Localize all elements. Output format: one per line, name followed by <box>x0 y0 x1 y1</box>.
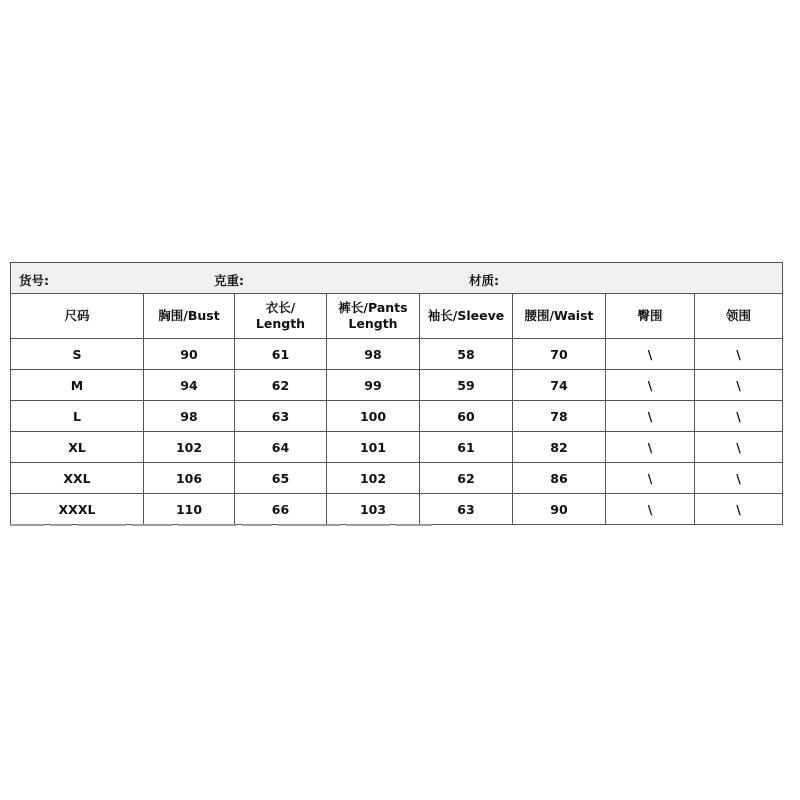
header-pants-cn: 裤长/Pants <box>338 300 408 315</box>
table-row <box>11 432 783 463</box>
cell-length: 66 <box>235 494 327 525</box>
cell-size: S <box>11 339 144 370</box>
cell-bust: 106 <box>144 463 235 494</box>
cell-hip: \ <box>606 370 695 401</box>
cell-hip: \ <box>606 494 695 525</box>
material-label: 材质: <box>469 273 499 288</box>
cell-bust: 94 <box>144 370 235 401</box>
cell-sleeve: 62 <box>420 463 513 494</box>
header-length-en: Length <box>255 316 306 331</box>
cell-sleeve: 61 <box>420 432 513 463</box>
cell-pants: 102 <box>327 463 420 494</box>
cell-waist: 70 <box>513 339 606 370</box>
cell-sleeve: 59 <box>420 370 513 401</box>
cell-pants: 100 <box>327 401 420 432</box>
cell-size: XXL <box>11 463 144 494</box>
table-row <box>11 370 783 401</box>
header-length <box>235 294 327 339</box>
cell-waist: 86 <box>513 463 606 494</box>
header-size: 尺码 <box>11 294 144 339</box>
table-row <box>11 463 783 494</box>
size-table <box>10 262 783 525</box>
cell-waist: 82 <box>513 432 606 463</box>
header-pants-en: Length <box>348 316 398 331</box>
cell-pants: 98 <box>327 339 420 370</box>
cell-length: 62 <box>235 370 327 401</box>
cell-collar: \ <box>695 463 783 494</box>
cell-collar: \ <box>695 370 783 401</box>
cell-hip: \ <box>606 432 695 463</box>
item-number-label: 货号: <box>19 273 49 288</box>
cell-waist: 78 <box>513 401 606 432</box>
header-bust: 胸围/Bust <box>144 294 235 339</box>
cell-collar: \ <box>695 339 783 370</box>
cell-length: 61 <box>235 339 327 370</box>
header-waist: 腰围/Waist <box>513 294 606 339</box>
table-row <box>11 494 783 525</box>
cell-length: 63 <box>235 401 327 432</box>
header-row <box>11 294 783 339</box>
cell-size: L <box>11 401 144 432</box>
header-length-cn: 衣长/ <box>265 300 296 315</box>
cell-size: XXXL <box>11 494 144 525</box>
table-row <box>11 401 783 432</box>
cell-hip: \ <box>606 339 695 370</box>
cell-pants: 99 <box>327 370 420 401</box>
info-row <box>11 263 783 294</box>
header-pants-length <box>327 294 420 339</box>
cropped-footnote <box>10 522 480 530</box>
cell-length: 65 <box>235 463 327 494</box>
cell-sleeve: 60 <box>420 401 513 432</box>
cell-bust: 102 <box>144 432 235 463</box>
cell-bust: 90 <box>144 339 235 370</box>
cell-size: M <box>11 370 144 401</box>
header-collar: 领围 <box>695 294 783 339</box>
header-sleeve: 袖长/Sleeve <box>420 294 513 339</box>
cell-pants: 103 <box>327 494 420 525</box>
table-row <box>11 339 783 370</box>
cell-bust: 98 <box>144 401 235 432</box>
weight-label: 克重: <box>214 273 244 288</box>
cell-hip: \ <box>606 463 695 494</box>
cell-sleeve: 58 <box>420 339 513 370</box>
header-hip: 臀围 <box>606 294 695 339</box>
cell-collar: \ <box>695 401 783 432</box>
cell-collar: \ <box>695 432 783 463</box>
size-chart <box>10 262 782 525</box>
cell-collar: \ <box>695 494 783 525</box>
info-cell <box>11 263 783 294</box>
cell-hip: \ <box>606 401 695 432</box>
cell-sleeve: 63 <box>420 494 513 525</box>
cell-pants: 101 <box>327 432 420 463</box>
cell-bust: 110 <box>144 494 235 525</box>
cell-waist: 74 <box>513 370 606 401</box>
cell-length: 64 <box>235 432 327 463</box>
cell-waist: 90 <box>513 494 606 525</box>
cell-size: XL <box>11 432 144 463</box>
